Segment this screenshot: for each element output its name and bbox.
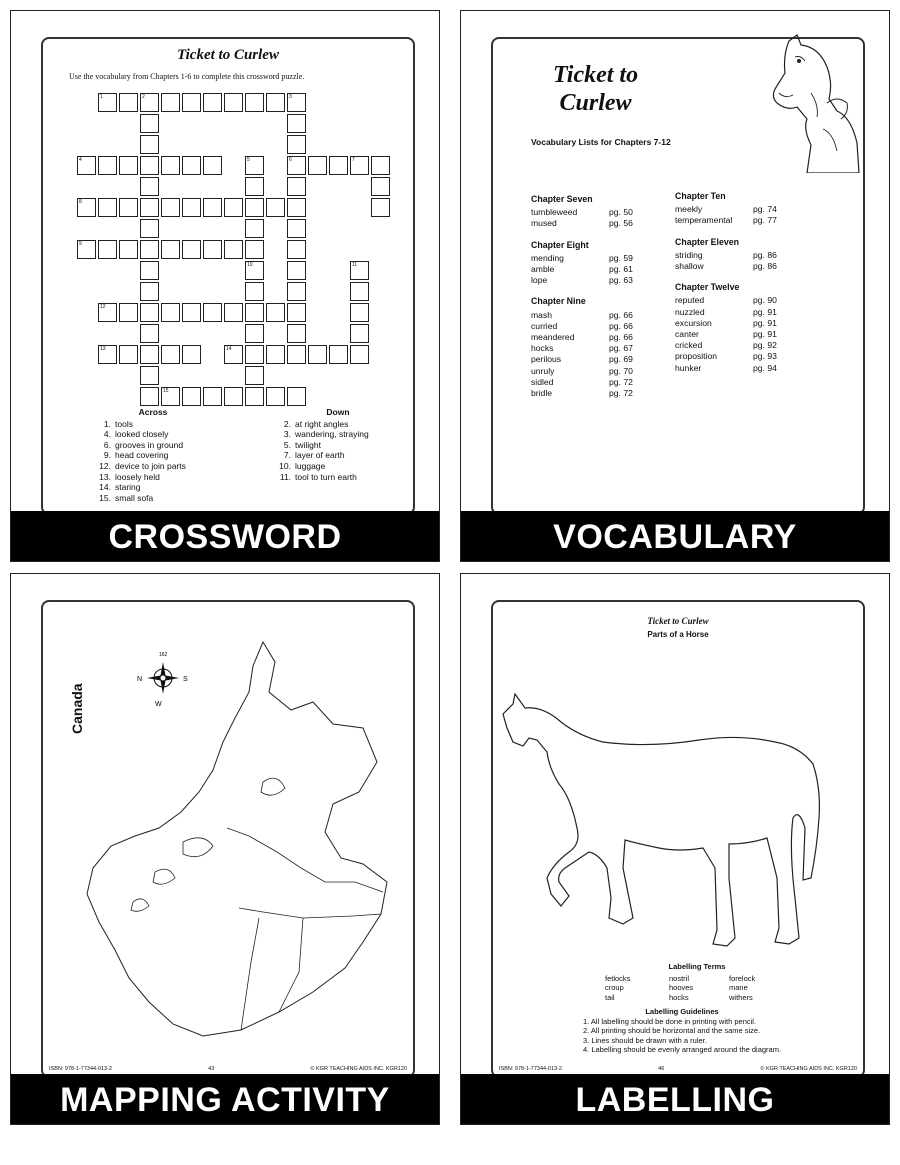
crossword-banner: CROSSWORD: [11, 511, 439, 561]
vocab-row: [531, 332, 633, 343]
crossword-cell[interactable]: [308, 345, 327, 364]
crossword-cell[interactable]: [245, 282, 264, 301]
vocab-word: mending: [531, 252, 564, 263]
vocab-word: curried: [531, 320, 558, 331]
vocab-word: hunker: [675, 362, 702, 373]
clue-number: 10.: [279, 460, 291, 471]
mapping-copyright: © KGR TEACHING AIDS INC. KGR120: [310, 1066, 407, 1072]
vocab-row: [675, 250, 777, 261]
crossword-cell[interactable]: [350, 324, 369, 343]
crossword-cell[interactable]: [287, 135, 306, 154]
crossword-cell[interactable]: [245, 219, 264, 238]
crossword-cell[interactable]: [161, 240, 180, 259]
clue-item: [93, 493, 213, 504]
vocab-page: pg. 66: [609, 332, 633, 343]
compass-w: W: [155, 701, 162, 708]
guideline-item: 1. All labelling should be done in printing with pencil.: [583, 1016, 757, 1026]
clue-item: [273, 472, 403, 483]
crossword-cell[interactable]: [119, 345, 138, 364]
chapter-heading: Chapter Nine: [531, 296, 586, 307]
crossword-cell[interactable]: [245, 387, 264, 406]
crossword-cell[interactable]: [119, 240, 138, 259]
crossword-cell[interactable]: [140, 324, 159, 343]
vocab-row: [531, 207, 633, 218]
guideline-item: 2. All printing should be horizontal and the same size.: [583, 1026, 761, 1035]
labelling-terms: [605, 962, 789, 1002]
vocab-word: unruly: [531, 365, 555, 376]
crossword-cell[interactable]: [161, 198, 180, 217]
labelling-banner: LABELLING: [461, 1074, 889, 1124]
guideline-item: 4. Labelling should be evenly arranged around the diagram.: [583, 1045, 782, 1054]
vocab-word: cricked: [675, 340, 703, 351]
chapter-heading: Chapter Eleven: [675, 236, 740, 247]
vocab-word: mused: [531, 218, 557, 229]
clue-text: small sofa: [115, 492, 154, 503]
clue-item: [273, 450, 403, 461]
crossword-cell[interactable]: [119, 198, 138, 217]
crossword-cell[interactable]: [266, 303, 285, 322]
crossword-cell[interactable]: [140, 240, 159, 259]
across-heading: Across: [138, 407, 168, 417]
mapping-footer: [49, 1066, 407, 1072]
crossword-page: [41, 37, 415, 515]
crossword-cell[interactable]: [371, 198, 390, 217]
vocab-word: bridle: [531, 388, 553, 399]
clue-text: layer of earth: [295, 450, 345, 461]
crossword-cell[interactable]: [98, 198, 117, 217]
clue-text: tool to turn earth: [295, 471, 357, 482]
vocab-page: pg. 91: [753, 306, 777, 317]
crossword-clue-number: 6: [289, 157, 292, 163]
vocab-row: [675, 318, 777, 329]
chapter-group: [531, 194, 633, 230]
chapter-heading: Chapter Ten: [675, 191, 726, 201]
labelling-panel[interactable]: [460, 573, 890, 1125]
vocab-word: meandered: [531, 332, 575, 343]
vocab-row: [675, 261, 777, 272]
crossword-cell[interactable]: [203, 303, 222, 322]
vocab-page: pg. 91: [753, 317, 777, 328]
crossword-cell[interactable]: [266, 345, 285, 364]
clue-text: loosely held: [115, 471, 160, 482]
vocab-row: [531, 253, 633, 264]
crossword-clue-number: 3: [289, 94, 292, 100]
crossword-cell[interactable]: [245, 93, 264, 112]
vocab-page: pg. 63: [609, 275, 633, 286]
vocab-row: [531, 366, 633, 377]
vocab-row: [531, 321, 633, 332]
labelling-guidelines: [583, 1007, 781, 1055]
vocab-page: pg. 69: [609, 354, 633, 365]
vocab-word: reputed: [675, 295, 705, 306]
crossword-cell[interactable]: [182, 303, 201, 322]
labelling-term: nostril: [669, 973, 690, 983]
mapping-page-number: 43: [208, 1066, 215, 1072]
clue-item: [93, 482, 213, 493]
clue-item: [273, 419, 403, 430]
crossword-cell[interactable]: [371, 177, 390, 196]
clue-item: [93, 450, 213, 461]
vocab-word: excursion: [675, 317, 712, 328]
labelling-term: tail: [605, 992, 615, 1002]
clue-item: [273, 440, 403, 451]
crossword-cell[interactable]: [182, 198, 201, 217]
chapter-group: [531, 240, 633, 287]
crossword-cell[interactable]: [203, 240, 222, 259]
vocab-page: pg. 74: [753, 204, 777, 215]
down-clues: [273, 407, 403, 482]
crossword-cell[interactable]: [203, 387, 222, 406]
guideline-item: 3. Lines should be drawn with a ruler.: [583, 1035, 707, 1045]
labelling-title: Ticket to Curlew: [647, 616, 709, 626]
crossword-cell[interactable]: [287, 261, 306, 280]
crossword-cell[interactable]: [329, 345, 348, 364]
crossword-cell[interactable]: [140, 387, 159, 406]
clue-text: at right angles: [295, 418, 349, 429]
canada-outline-map: [63, 632, 403, 1042]
vocab-word: amble: [531, 264, 555, 275]
crossword-cell[interactable]: [245, 198, 264, 217]
vocab-row: [675, 215, 777, 226]
clue-item: [93, 472, 213, 483]
clue-number: 5.: [283, 439, 291, 450]
vocabulary-title: [553, 61, 638, 117]
vocab-right-column: [675, 191, 777, 384]
vocab-word: tumbleweed: [531, 207, 578, 218]
down-heading: Down: [326, 407, 350, 417]
crossword-cell[interactable]: [287, 345, 306, 364]
vocab-row: [675, 307, 777, 318]
crossword-instruction: Use the vocabulary from Chapters 1-6 to complete this crossword puzzle.: [69, 72, 305, 81]
chapter-group: [675, 282, 777, 374]
clue-number: 6.: [103, 439, 111, 450]
clue-item: [93, 419, 213, 430]
vocab-left-column: [531, 194, 633, 409]
clue-item: [93, 429, 213, 440]
vocab-row: [531, 388, 633, 399]
vocab-row: [675, 204, 777, 215]
clue-number: 14.: [99, 482, 111, 493]
vocab-row: [531, 275, 633, 286]
labelling-term: fetlocks: [605, 973, 631, 983]
crossword-cell[interactable]: [308, 156, 327, 175]
terms-heading: Labelling Terms: [668, 962, 726, 971]
clue-number: 12.: [99, 460, 111, 471]
clue-text: staring: [115, 482, 141, 493]
clue-text: grooves in ground: [115, 439, 184, 450]
vocab-word: mash: [531, 309, 553, 320]
crossword-clue-number: 7: [352, 157, 355, 163]
chapter-heading: Chapter Seven: [531, 194, 593, 204]
crossword-title: Ticket to Curlew: [177, 47, 279, 63]
vocab-page: pg. 86: [753, 261, 777, 272]
clue-text: head covering: [115, 450, 169, 461]
horse-rider-illustration: [767, 33, 863, 173]
vocab-page: pg. 66: [609, 320, 633, 331]
vocab-word: lope: [531, 275, 548, 286]
crossword-cell[interactable]: [140, 219, 159, 238]
vocab-row: [531, 343, 633, 354]
clue-text: wandering, straying: [295, 429, 369, 440]
labelling-isbn: ISBN: 978-1-77344-013-2: [499, 1066, 562, 1072]
crossword-cell[interactable]: [161, 345, 180, 364]
vocab-row: [531, 264, 633, 275]
crossword-cell[interactable]: [224, 387, 243, 406]
crossword-cell[interactable]: [245, 345, 264, 364]
compass-n: N: [137, 676, 143, 683]
clue-number: 11.: [279, 471, 291, 482]
compass-s: S: [183, 676, 188, 683]
vocab-row: [675, 363, 777, 374]
vocab-page: pg. 90: [753, 295, 777, 306]
crossword-cell[interactable]: [350, 282, 369, 301]
crossword-panel[interactable]: [10, 10, 440, 562]
clue-text: luggage: [295, 460, 326, 471]
labelling-page: [491, 600, 865, 1078]
vocab-word: shallow: [675, 261, 704, 272]
crossword-cell[interactable]: [224, 198, 243, 217]
crossword-cell[interactable]: [140, 282, 159, 301]
crossword-cell[interactable]: [140, 303, 159, 322]
crossword-cell[interactable]: [266, 387, 285, 406]
crossword-cell[interactable]: [245, 366, 264, 385]
clue-number: 13.: [99, 471, 111, 482]
crossword-cell[interactable]: [182, 240, 201, 259]
vocab-word: hocks: [531, 343, 554, 354]
crossword-cell[interactable]: [224, 240, 243, 259]
vocab-page: pg. 86: [753, 249, 777, 260]
crossword-cell[interactable]: [329, 156, 348, 175]
crossword-clue-number: 10: [247, 262, 253, 268]
crossword-cell[interactable]: [287, 387, 306, 406]
crossword-clue-number: 12: [100, 304, 106, 310]
crossword-cell[interactable]: [140, 366, 159, 385]
crossword-cell[interactable]: [182, 387, 201, 406]
labelling-term: withers: [729, 992, 753, 1002]
crossword-cell[interactable]: [119, 156, 138, 175]
vocab-row: [531, 310, 633, 321]
vocab-page: pg. 72: [609, 388, 633, 399]
crossword-clue-number: 1: [100, 94, 103, 100]
crossword-cell[interactable]: [224, 93, 243, 112]
crossword-cell[interactable]: [245, 177, 264, 196]
crossword-cell[interactable]: [203, 156, 222, 175]
crossword-cell[interactable]: [287, 219, 306, 238]
labelling-page-number: 46: [658, 1066, 665, 1072]
chapter-heading: Chapter Eight: [531, 239, 589, 250]
vocab-word: meekly: [675, 204, 703, 215]
clue-item: [273, 429, 403, 440]
crossword-cell[interactable]: [350, 345, 369, 364]
vocab-page: pg. 93: [753, 351, 777, 362]
clue-item: [273, 461, 403, 472]
clue-text: looked closely: [115, 429, 169, 440]
crossword-clue-number: 14: [226, 346, 232, 352]
crossword-clue-number: 2: [142, 94, 145, 100]
clue-text: tools: [115, 418, 133, 429]
vocab-word: perilous: [531, 354, 562, 365]
crossword-clue-number: 13: [100, 346, 106, 352]
vocab-row: [675, 329, 777, 340]
vocab-word: striding: [675, 249, 703, 260]
crossword-cell[interactable]: [98, 156, 117, 175]
clue-number: 3.: [283, 429, 291, 440]
crossword-cell[interactable]: [140, 156, 159, 175]
vocab-page: pg. 77: [753, 215, 777, 226]
vocab-page: pg. 50: [609, 207, 633, 218]
chapter-group: [675, 191, 777, 227]
crossword-clue-number: 4: [79, 157, 82, 163]
labelling-term: croup: [605, 983, 624, 992]
across-clues: [93, 407, 213, 503]
clue-text: twilight: [295, 439, 321, 450]
vocab-page: pg. 92: [753, 340, 777, 351]
compass-top-label: 162: [159, 652, 168, 658]
vocab-page: pg. 70: [609, 365, 633, 376]
crossword-cell[interactable]: [161, 303, 180, 322]
crossword-cell[interactable]: [245, 324, 264, 343]
vocab-word: sidled: [531, 376, 554, 387]
crossword-cell[interactable]: [161, 93, 180, 112]
vocabulary-title-line2: Curlew: [559, 90, 632, 116]
crossword-cell[interactable]: [182, 156, 201, 175]
crossword-cell[interactable]: [182, 345, 201, 364]
crossword-cell[interactable]: [287, 282, 306, 301]
crossword-clue-number: 5: [247, 157, 250, 163]
vocab-page: pg. 61: [609, 264, 633, 275]
vocabulary-page: [491, 37, 865, 515]
crossword-cell[interactable]: [266, 198, 285, 217]
crossword-cell[interactable]: [224, 303, 243, 322]
crossword-cell[interactable]: [161, 156, 180, 175]
crossword-cell[interactable]: [287, 114, 306, 133]
crossword-cell[interactable]: [140, 198, 159, 217]
crossword-cell[interactable]: [203, 198, 222, 217]
crossword-cell[interactable]: [287, 177, 306, 196]
map-label-canada: Canada: [69, 683, 85, 734]
clue-item: [93, 461, 213, 472]
vocab-page: pg. 94: [753, 362, 777, 373]
vocabulary-banner: VOCABULARY: [461, 511, 889, 561]
crossword-clue-number: 9: [79, 241, 82, 247]
guidelines-heading: Labelling Guidelines: [645, 1007, 719, 1016]
crossword-cell[interactable]: [287, 198, 306, 217]
vocab-word: canter: [675, 329, 699, 340]
crossword-cell[interactable]: [119, 93, 138, 112]
chapter-group: [675, 237, 777, 273]
labelling-term: hooves: [669, 983, 694, 992]
clue-text: device to join parts: [115, 460, 186, 471]
clue-number: 15.: [99, 492, 111, 503]
labelling-copyright: © KGR TEACHING AIDS INC. KGR120: [760, 1066, 857, 1072]
clue-item: [93, 440, 213, 451]
crossword-clue-number: 15: [163, 388, 169, 394]
crossword-cell[interactable]: [140, 135, 159, 154]
labelling-term: mane: [729, 983, 748, 992]
crossword-cell[interactable]: [140, 177, 159, 196]
mapping-page: [41, 600, 415, 1078]
clue-number: 9.: [103, 450, 111, 461]
crossword-cell[interactable]: [98, 240, 117, 259]
mapping-panel[interactable]: [10, 573, 440, 1125]
crossword-cell[interactable]: [266, 93, 285, 112]
clue-number: 2.: [283, 418, 291, 429]
clue-number: 1.: [103, 418, 111, 429]
vocab-row: [675, 351, 777, 362]
mapping-isbn: ISBN: 978-1-77344-013-2: [49, 1066, 112, 1072]
vocab-page: pg. 56: [609, 218, 633, 229]
vocab-row: [675, 340, 777, 351]
vocabulary-panel[interactable]: [460, 10, 890, 562]
vocabulary-subtitle: Vocabulary Lists for Chapters 7-12: [531, 137, 671, 147]
crossword-cell[interactable]: [287, 240, 306, 259]
vocab-page: pg. 59: [609, 252, 633, 263]
crossword-cell[interactable]: [371, 156, 390, 175]
vocab-word: proposition: [675, 351, 718, 362]
vocab-word: temperamental: [675, 215, 733, 226]
chapter-heading: Chapter Twelve: [675, 282, 740, 293]
vocab-word: nuzzled: [675, 306, 705, 317]
labelling-term: forelock: [729, 973, 756, 983]
crossword-cell[interactable]: [245, 303, 264, 322]
chapter-group: [531, 296, 633, 399]
vocab-row: [531, 354, 633, 365]
clue-number: 4.: [103, 429, 111, 440]
labelling-subtitle: Parts of a Horse: [647, 630, 709, 639]
crossword-cell[interactable]: [182, 93, 201, 112]
crossword-cell[interactable]: [140, 261, 159, 280]
crossword-cell[interactable]: [140, 114, 159, 133]
crossword-cell[interactable]: [287, 303, 306, 322]
crossword-cell[interactable]: [140, 345, 159, 364]
vocab-page: pg. 66: [609, 309, 633, 320]
vocab-page: pg. 91: [753, 329, 777, 340]
labelling-term: hocks: [669, 992, 689, 1002]
vocab-page: pg. 67: [609, 343, 633, 354]
crossword-clue-number: 11: [352, 262, 358, 268]
crossword-cell[interactable]: [203, 93, 222, 112]
crossword-cell[interactable]: [287, 324, 306, 343]
crossword-cell[interactable]: [119, 303, 138, 322]
crossword-cell[interactable]: [350, 303, 369, 322]
clue-number: 7.: [283, 450, 291, 461]
vocabulary-title-line1: Ticket to: [553, 62, 639, 88]
crossword-cell[interactable]: [245, 240, 264, 259]
horse-outline-diagram: [499, 668, 859, 958]
vocab-row: [531, 218, 633, 229]
vocab-row: [531, 377, 633, 388]
vocab-page: pg. 72: [609, 376, 633, 387]
crossword-clue-number: 8: [79, 199, 82, 205]
vocab-row: [675, 295, 777, 306]
mapping-banner: MAPPING ACTIVITY: [11, 1074, 439, 1124]
labelling-footer: [499, 1066, 857, 1072]
